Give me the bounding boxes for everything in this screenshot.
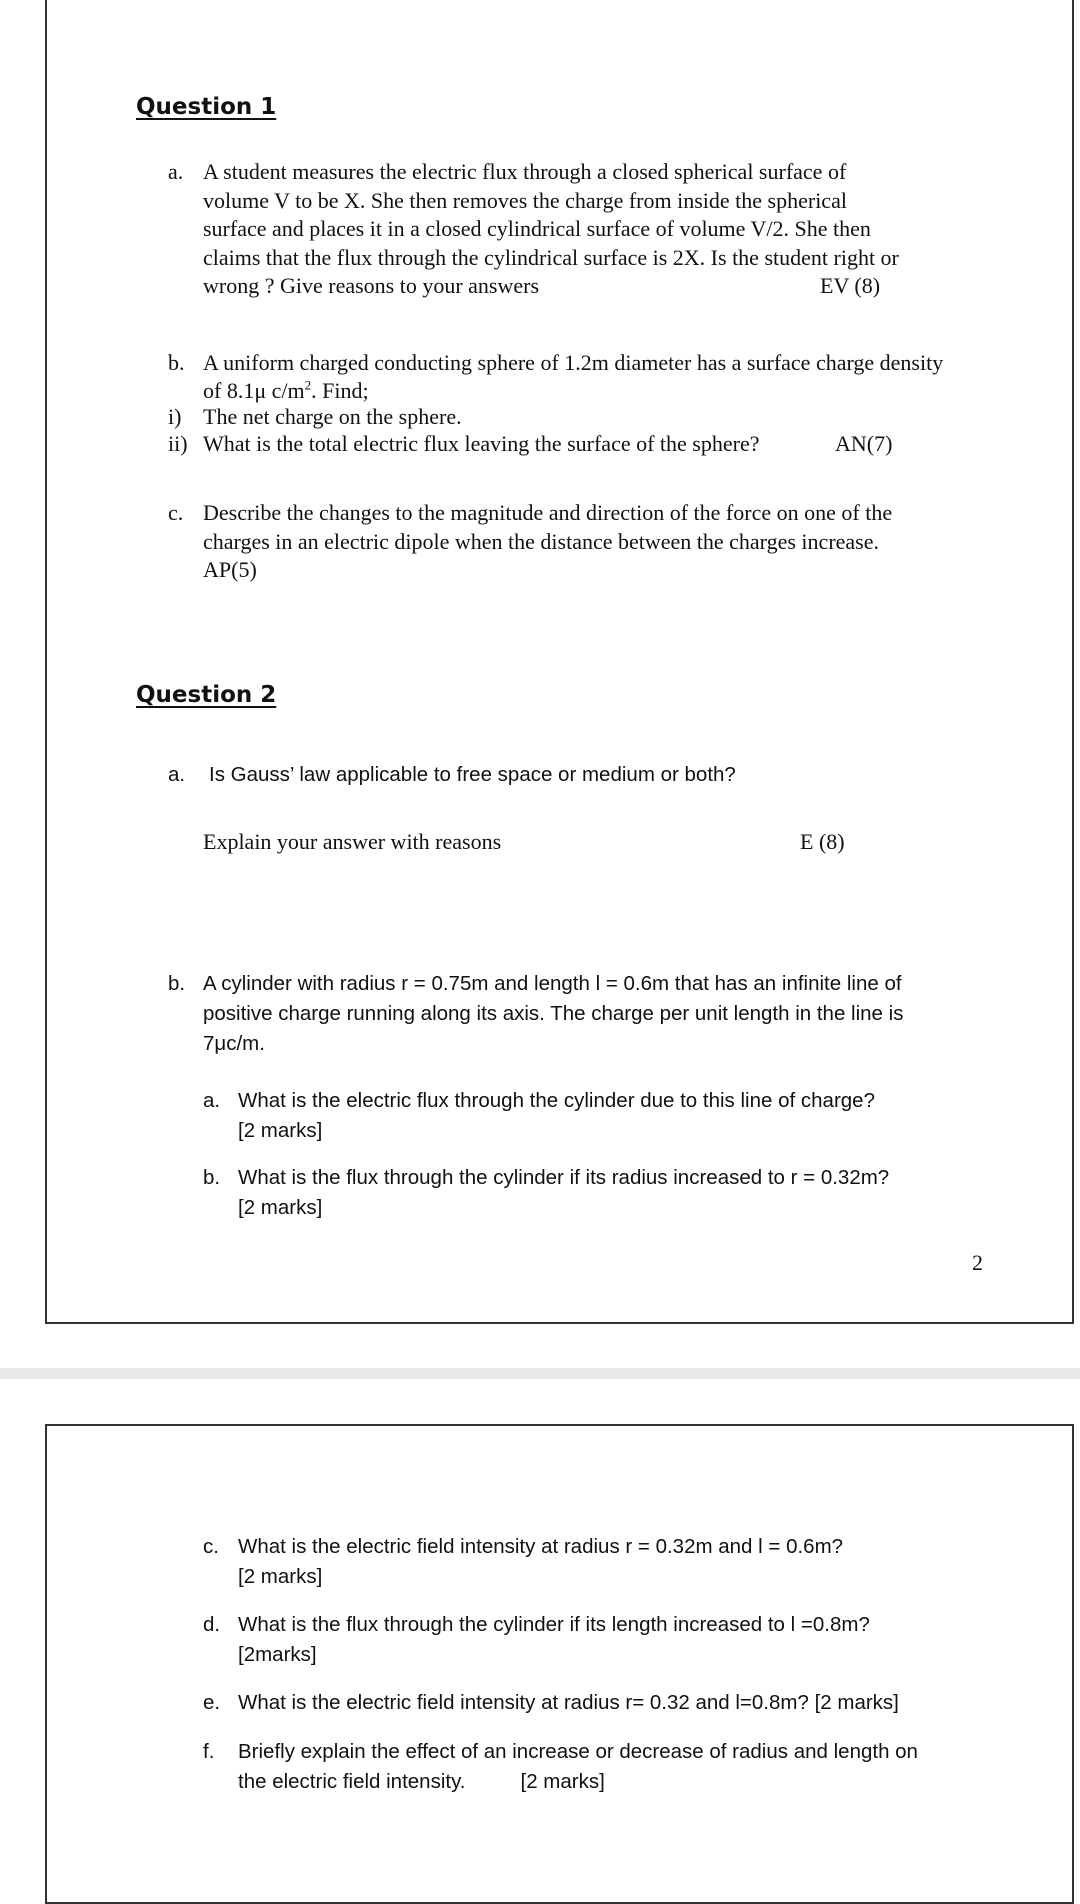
q2b-sub-f-line1: Briefly explain the effect of an increase or decrease of radius and length on: [238, 1740, 918, 1763]
q1b-i-marker: i): [168, 404, 182, 429]
q2b-sub-d-marker: d.: [203, 1613, 221, 1636]
q1b-line2-sup: 2: [304, 377, 312, 393]
q2b-sub-e-text: What is the electric field intensity at radius r= 0.32 and l=0.8m? [2 marks]: [238, 1691, 899, 1714]
q2a-text: Is Gauss’ law applicable to free space or medium or both?: [209, 763, 736, 786]
question-2-title: Question 2: [136, 682, 277, 708]
q2b-sub-f-line2-row: [238, 1767, 918, 1797]
q2b-sub-b: [238, 1163, 889, 1223]
q2a-marker: a.: [168, 763, 186, 786]
question-1-title: Question 1: [136, 94, 277, 120]
q1a-line: wrong ? Give reasons to your answers: [203, 273, 540, 298]
q2a-explain: Explain your answer with reasons: [203, 829, 502, 854]
q1c-text: [203, 499, 892, 585]
q1a-line: volume V to be X. She then removes the charge from inside the spherical: [203, 187, 847, 213]
q1c-line: Describe the changes to the magnitude and direction of the force on one of the: [203, 500, 893, 525]
q2b-sub-c-text: What is the electric field intensity at radius r = 0.32m and l = 0.6m?: [238, 1535, 844, 1558]
q1c-line: AP(5): [203, 557, 257, 582]
q1a-marks: EV (8): [820, 273, 881, 298]
q2a-marks: E (8): [800, 829, 845, 854]
page-gap: [0, 1368, 1080, 1379]
q2b-sub-d-marks: [2marks]: [238, 1643, 317, 1666]
q1a-line: claims that the flux through the cylindrical surface is 2X. Is the student right or: [203, 244, 899, 270]
q2b-sub-e-marker: e.: [203, 1691, 221, 1714]
page-number: 2: [972, 1250, 983, 1275]
q1b-line2-pre: of 8.1μ c/m: [203, 378, 305, 403]
q1c-line: charges in an electric dipole when the distance between the charges increase.: [203, 528, 879, 554]
q2b-sub-f-marker: f.: [203, 1740, 215, 1763]
q1a-line: A student measures the electric flux through a closed spherical surface of: [203, 159, 847, 184]
q2b-text: [203, 969, 903, 1059]
q2b-sub-b-marker: b.: [203, 1166, 221, 1189]
q2b-sub-d-text: What is the flux through the cylinder if its length increased to l =0.8m?: [238, 1613, 870, 1636]
q1b-ii-marker: ii): [168, 431, 188, 456]
q1b-i-text: The net charge on the sphere.: [203, 404, 462, 429]
q2b-sub-c-marker: c.: [203, 1535, 219, 1558]
q2b-line: positive charge running along its axis. The charge per unit length in the line is: [203, 1002, 904, 1025]
q1b-marker: b.: [168, 350, 185, 375]
q2b-sub-f: [238, 1737, 918, 1797]
q2b-line: A cylinder with radius r = 0.75m and length l = 0.6m that has an infinite line of: [203, 972, 902, 995]
q2b-sub-a: [238, 1086, 875, 1146]
q1b-line2-post: . Find;: [311, 378, 369, 403]
q1b-marks: AN(7): [835, 431, 893, 456]
q2b-sub-b-text: What is the flux through the cylinder if its radius increased to r = 0.32m?: [238, 1166, 890, 1189]
q2b-marker: b.: [168, 972, 186, 995]
q2b-sub-c-marks: [2 marks]: [238, 1565, 323, 1588]
q2b-sub-f-marks: [2 marks]: [520, 1770, 605, 1793]
q2b-sub-d: [238, 1610, 870, 1670]
q2b-sub-a-marker: a.: [203, 1089, 221, 1112]
q2b-sub-a-text: What is the electric flux through the cylinder due to this line of charge?: [238, 1089, 875, 1112]
q2b-sub-f-line2: the electric field intensity.: [238, 1770, 466, 1793]
q1a-text: [203, 158, 899, 301]
q1c-marker: c.: [168, 500, 184, 525]
q2b-sub-b-marks: [2 marks]: [238, 1196, 323, 1219]
q2b-line: 7μc/m.: [203, 1032, 265, 1055]
q1b-line2: [203, 377, 369, 406]
q1a-line: surface and places it in a closed cylindrical surface of volume V/2. She then: [203, 216, 871, 241]
q2b-sub-c: [238, 1532, 843, 1592]
q1a-marker: a.: [168, 159, 184, 184]
q1b-line1: A uniform charged conducting sphere of 1.2m diameter has a surface charge density: [203, 350, 944, 375]
q1b-ii-text: What is the total electric flux leaving the surface of the sphere?: [203, 431, 760, 456]
q2b-sub-a-marks: [2 marks]: [238, 1119, 323, 1142]
